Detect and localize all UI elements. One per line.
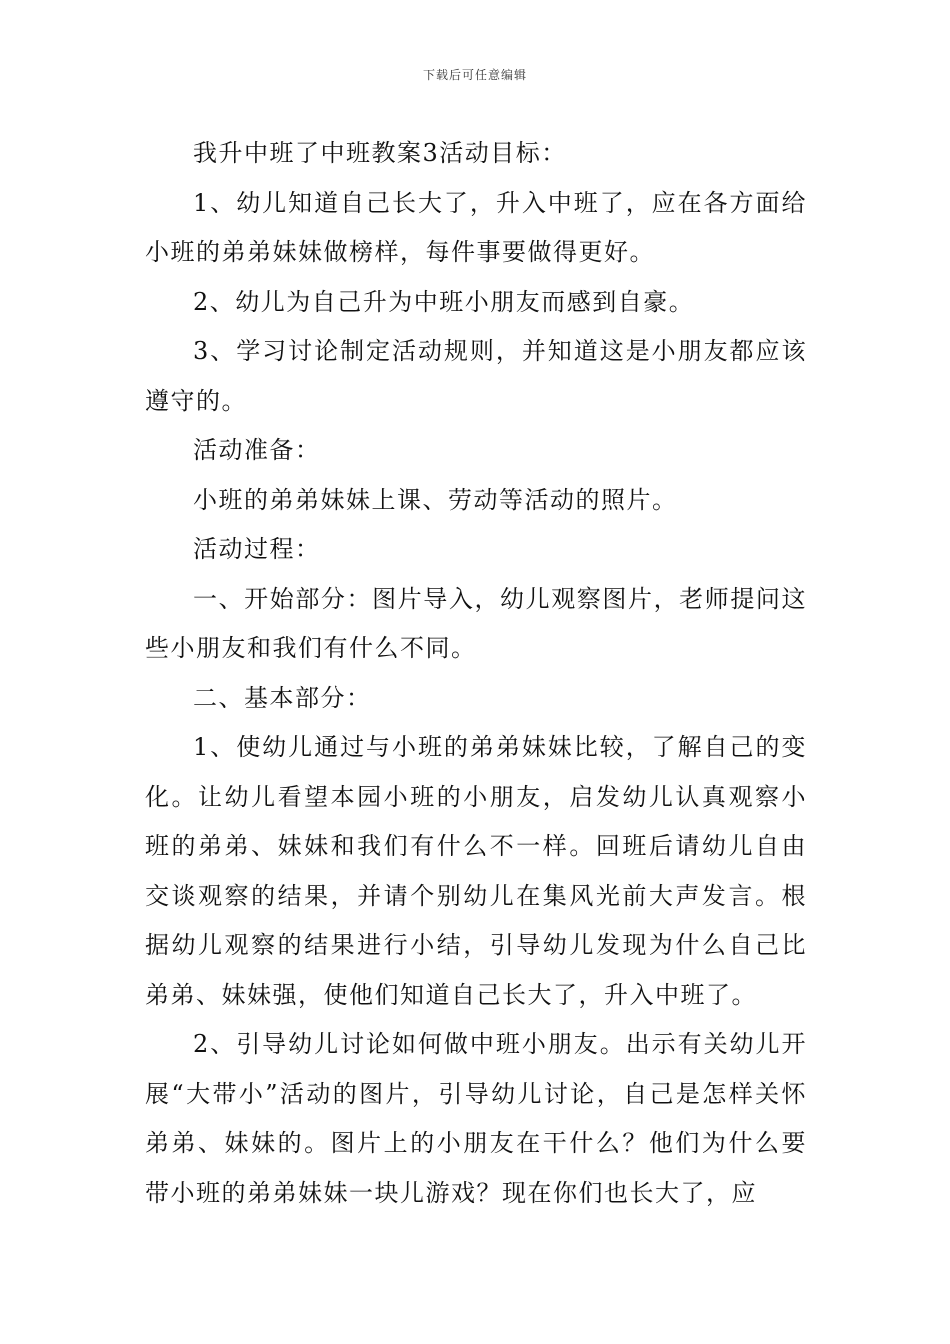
paragraph-goal-2: 2、幼儿为自己升为中班小朋友而感到自豪。 bbox=[193, 287, 695, 316]
paragraph-part-2-item-1: 1、使幼儿通过与小班的弟弟妹妹比较，了解自己的变化。让幼儿看望本园小班的小朋友，启发幼儿认真观察小班的弟弟、妹妹和我们有什么不一样。回班后请幼儿自由交谈观察的结果，并请个别幼儿在集风光前大声发言。根据幼儿观察的结果进行小结，引导幼儿发现为什么自己比弟弟、妹妹强，使他们知道自己长大了，升入中班了。 bbox=[145, 733, 807, 1009]
document-body bbox=[145, 129, 807, 1218]
paragraph-process-heading: 活动过程： bbox=[193, 535, 321, 563]
paragraph-part-2-heading: 二、基本部分： bbox=[193, 683, 372, 712]
paragraph-goal-3: 3、学习讨论制定活动规则，并知道这是小朋友都应该遵守的。 bbox=[145, 337, 807, 415]
paragraph-title: 我升中班了中班教案3活动目标： bbox=[193, 139, 567, 167]
paragraph-preparation: 小班的弟弟妹妹上课、劳动等活动的照片。 bbox=[193, 485, 678, 514]
paragraph-part-2-item-2: 2、引导幼儿讨论如何做中班小朋友。出示有关幼儿开展“大带小”活动的图片，引导幼儿讨论，自己是怎样关怀弟弟、妹妹的。图片上的小朋友在干什么？他们为什么要带小班的弟弟妹妹一块儿游戏？现在你们也长大了，应 bbox=[145, 1030, 807, 1207]
header-note: 下载后可任意编辑 bbox=[422, 68, 527, 82]
paragraph-goal-1: 1、幼儿知道自己长大了，升入中班了，应在各方面给小班的弟弟妹妹做榜样，每件事要做得更好。 bbox=[145, 188, 807, 266]
paragraph-part-1: 一、开始部分：图片导入，幼儿观察图片，老师提问这些小朋友和我们有什么不同。 bbox=[145, 584, 807, 662]
paragraph-preparation-heading: 活动准备： bbox=[193, 436, 321, 464]
